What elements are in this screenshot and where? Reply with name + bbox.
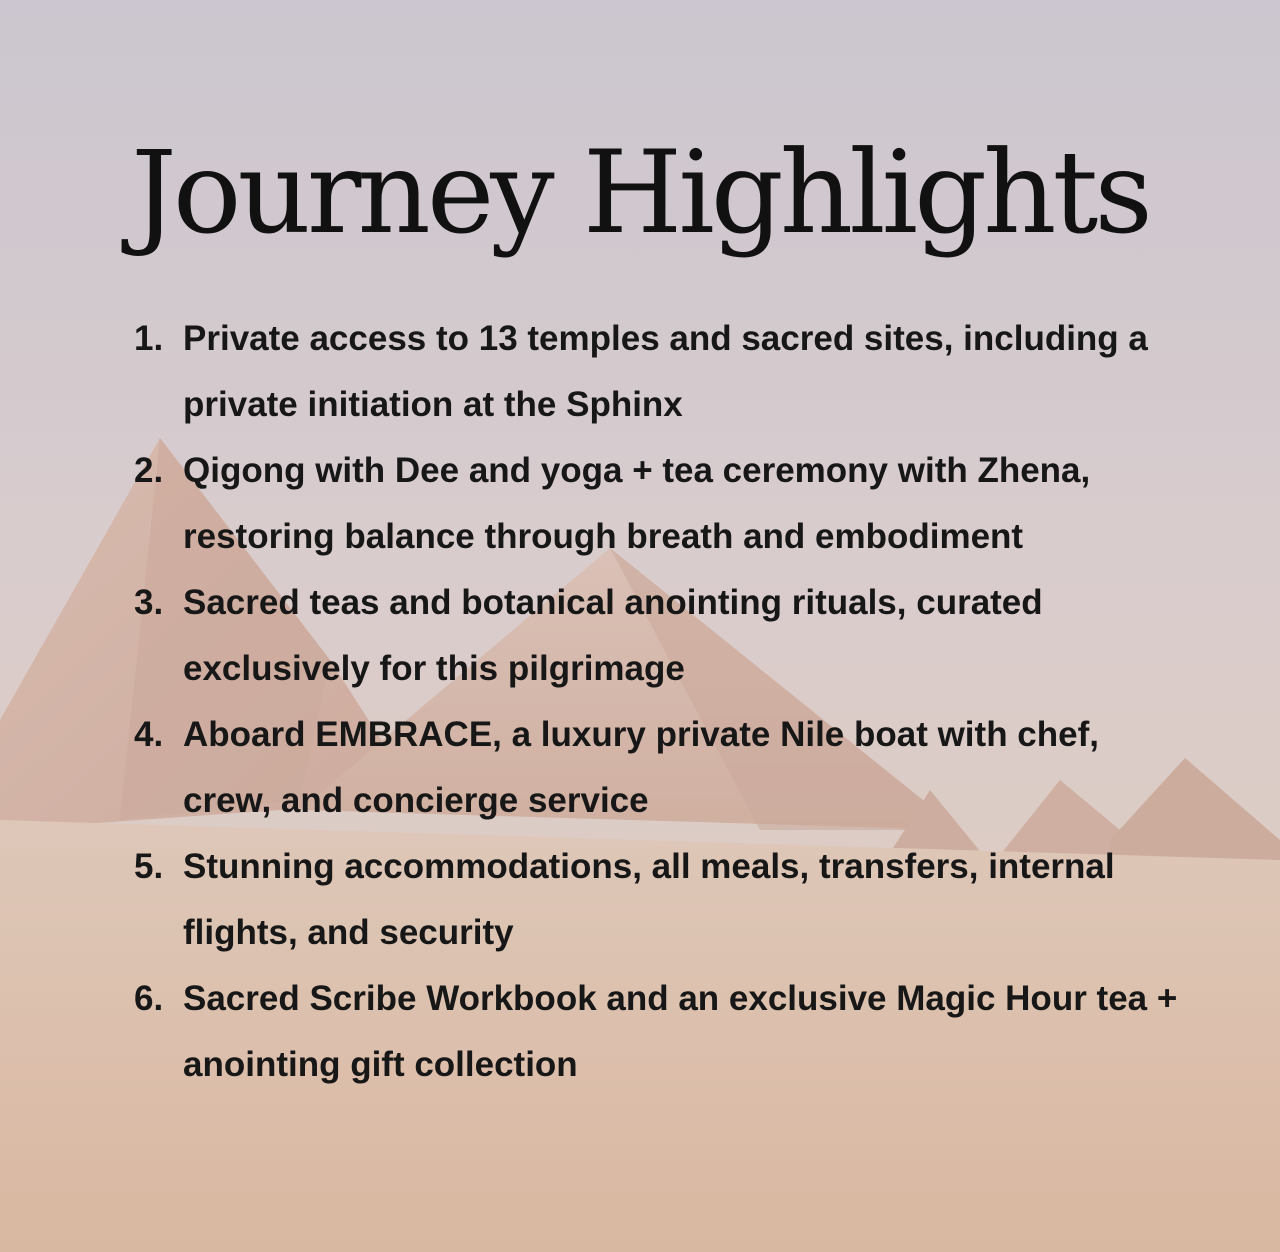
item-text: Aboard EMBRACE, a luxury private Nile boat with chef, crew, and concierge service bbox=[183, 715, 1099, 820]
item-number: 2. bbox=[134, 451, 164, 490]
item-text: Sacred teas and botanical anointing rituals, curated exclusively for this pilgrimage bbox=[183, 583, 1043, 688]
highlight-item bbox=[134, 570, 1194, 702]
highlight-item bbox=[134, 438, 1194, 570]
highlight-item bbox=[134, 834, 1194, 966]
item-number: 3. bbox=[134, 583, 164, 622]
item-text: Stunning accommodations, all meals, transfers, internal flights, and security bbox=[183, 847, 1115, 952]
item-number: 5. bbox=[134, 847, 164, 886]
item-number: 4. bbox=[134, 715, 164, 754]
highlight-item bbox=[134, 702, 1194, 834]
highlights-list bbox=[134, 306, 1194, 1098]
item-text: Qigong with Dee and yoga + tea ceremony with Zhena, restoring balance through breath and embodiment bbox=[183, 451, 1091, 556]
item-text: Sacred Scribe Workbook and an exclusive Magic Hour tea + anointing gift collection bbox=[183, 979, 1178, 1084]
highlight-item bbox=[134, 306, 1194, 438]
item-number: 6. bbox=[134, 979, 164, 1018]
highlight-item bbox=[134, 966, 1194, 1098]
item-number: 1. bbox=[134, 319, 164, 358]
item-text: Private access to 13 temples and sacred sites, including a private initiation at the Sphinx bbox=[183, 319, 1148, 424]
page-title: Journey Highlights bbox=[131, 126, 1149, 259]
